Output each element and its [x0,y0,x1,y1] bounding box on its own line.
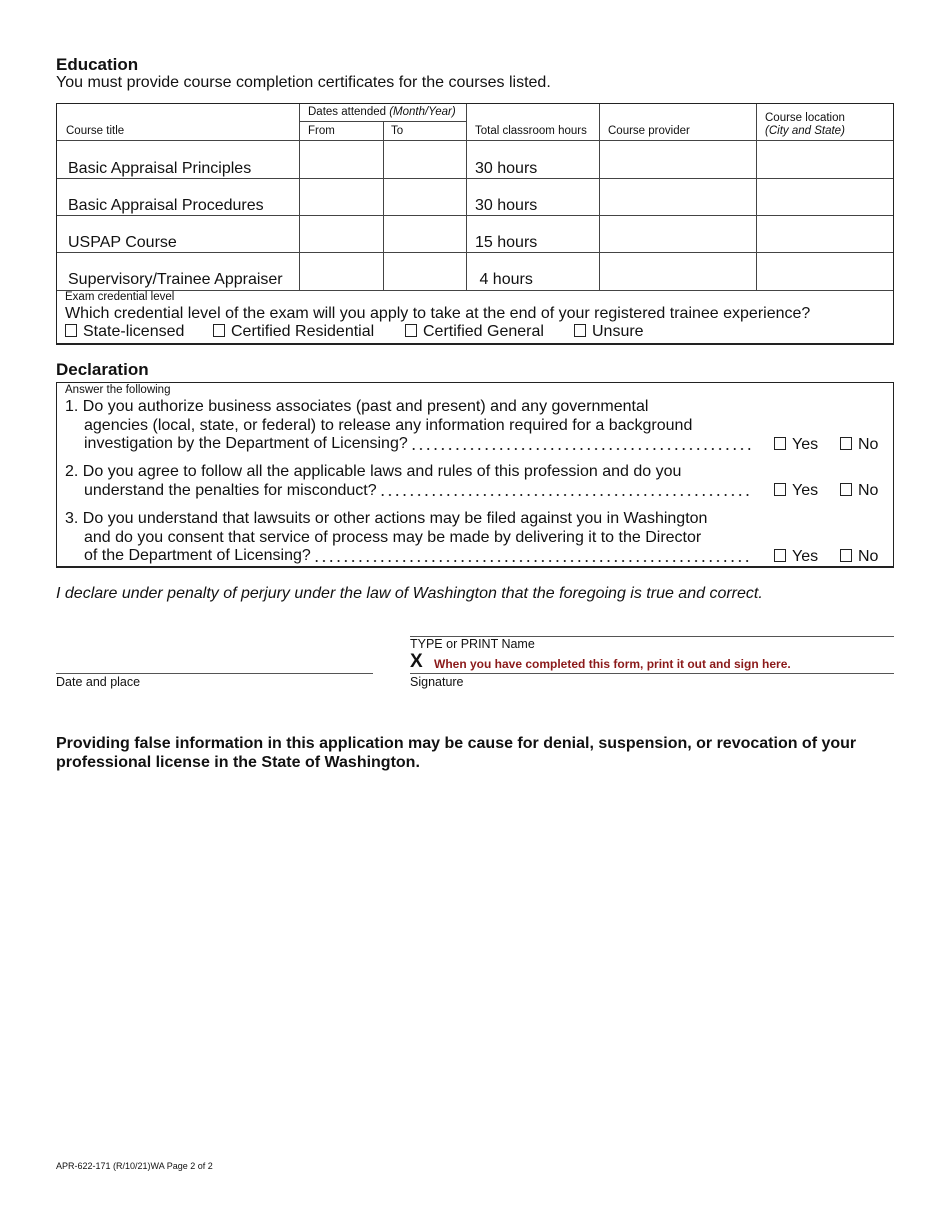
answer-label: Answer the following [65,384,171,396]
exam-question: Which credential level of the exam will you apply to take at the end of your registered trainee experience? [65,305,811,322]
checkbox[interactable] [65,324,77,337]
checkbox[interactable] [213,324,225,337]
education-subtitle: You must provide course completion certificates for the courses listed. [56,74,551,91]
signature-line[interactable] [410,673,894,674]
no-label: No [858,482,879,499]
exam-option-unsure[interactable] [574,323,644,341]
checkbox[interactable] [574,324,586,337]
option-label: Unsure [592,323,644,340]
course-title[interactable]: USPAP Course [68,234,177,251]
dot-leader [379,493,751,497]
question-line [65,482,755,501]
no-label: No [858,436,879,453]
q1-no[interactable] [840,436,878,454]
checkbox[interactable] [774,549,786,562]
education-heading: Education [56,55,139,74]
yes-label: Yes [792,548,819,565]
perjury-statement: I declare under penalty of perjury under the law of Washington that the foregoing is true and correct. [56,585,763,602]
col-to: To [391,125,404,137]
checkbox[interactable] [405,324,417,337]
question-2 [65,463,755,500]
location-note: (City and State) [765,125,845,137]
course-hours[interactable]: 30 hours [475,197,538,214]
dot-leader [410,447,751,451]
dates-label: Dates attended [308,106,387,118]
option-label: State-licensed [83,323,185,340]
signature-instruction: When you have completed this form, print it out and sign here. [434,657,791,671]
course-title[interactable]: Basic Appraisal Principles [68,160,252,177]
question-text: investigation by the Department of Licensing? [84,435,408,452]
checkbox[interactable] [774,483,786,496]
exam-option-state-licensed[interactable] [65,323,184,341]
question-line: 1. Do you authorize business associates (past and present) and any governmental [65,398,649,415]
declaration-heading: Declaration [56,360,149,379]
checkbox[interactable] [840,437,852,450]
date-place-line[interactable] [56,673,373,674]
option-label: Certified Residential [231,323,375,340]
q1-yes[interactable] [774,436,818,454]
question-3 [65,510,755,566]
course-hours[interactable]: 30 hours [475,160,538,177]
date-place-label: Date and place [56,675,141,689]
q2-yes[interactable] [774,482,818,500]
question-text: of the Department of Licensing? [84,547,311,564]
dot-leader [313,559,751,563]
education-table [56,103,894,345]
q3-yes[interactable] [774,548,818,566]
col-provider: Course provider [608,125,690,137]
checkbox[interactable] [774,437,786,450]
no-label: No [858,548,879,565]
q2-no[interactable] [840,482,878,500]
col-from: From [308,125,335,137]
exam-option-certified-residential[interactable] [213,323,374,341]
question-line: and do you consent that service of process may be made by delivering it to the Director [84,528,702,546]
course-title[interactable]: Supervisory/Trainee Appraiser [68,271,283,288]
course-title[interactable]: Basic Appraisal Procedures [68,197,264,214]
course-hours[interactable]: 15 hours [475,234,538,251]
location-label: Course location [765,112,845,124]
signature-label: Signature [410,675,464,689]
question-line [65,547,755,566]
checkbox[interactable] [840,483,852,496]
exam-option-certified-general[interactable] [405,323,544,341]
false-info-warning: Providing false information in this application may be cause for denial, suspension, or revocation of your professional license in the State of Washington. [56,735,857,771]
col-total-hours: Total classroom hours [475,125,587,137]
question-1 [65,398,755,454]
exam-label: Exam credential level [65,291,175,303]
option-label: Certified General [423,323,544,340]
dates-note: (Month/Year) [389,106,456,118]
form-footer: APR-622-171 (R/10/21)WA Page 2 of 2 [56,1161,213,1171]
name-label: TYPE or PRINT Name [410,637,535,651]
yes-label: Yes [792,436,819,453]
q3-no[interactable] [840,548,878,566]
question-line [65,435,755,454]
question-line: agencies (local, state, or federal) to release any information required for a background [84,416,693,434]
col-location [765,112,845,138]
signature-x-mark: X [410,651,423,672]
question-text: understand the penalties for misconduct? [84,481,377,499]
question-line: 3. Do you understand that lawsuits or other actions may be filed against you in Washington [65,510,708,527]
checkbox[interactable] [840,549,852,562]
course-hours[interactable]: 4 hours [475,271,533,288]
question-line: 2. Do you agree to follow all the applicable laws and rules of this profession and do you [65,463,682,480]
col-dates-attended [308,106,456,118]
yes-label: Yes [792,482,819,499]
col-course-title: Course title [66,125,125,137]
